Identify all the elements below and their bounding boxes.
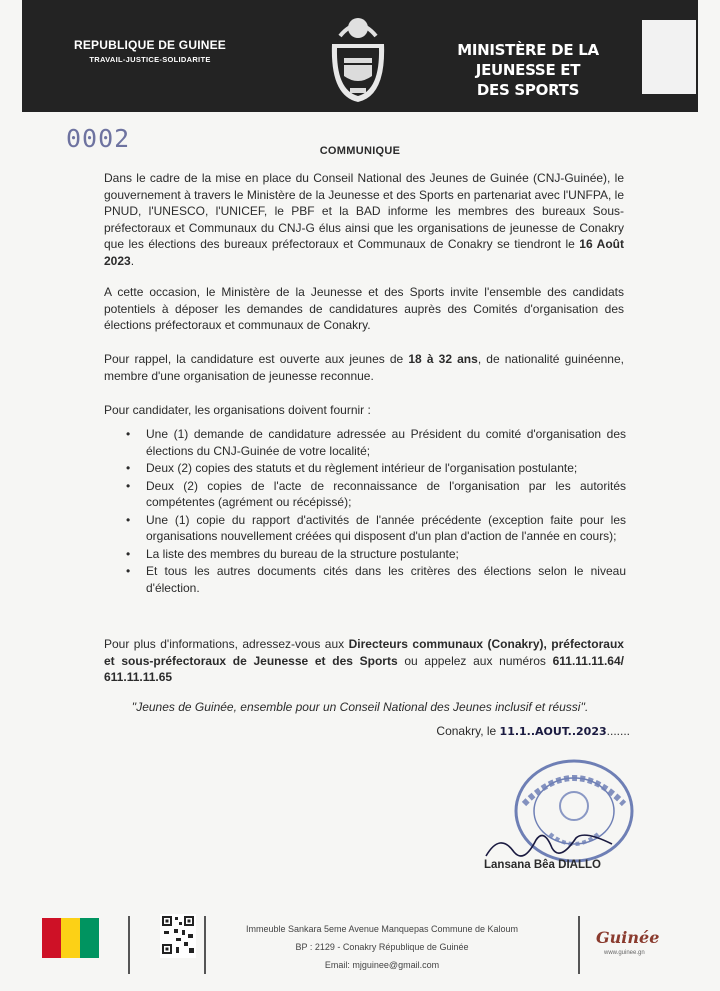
handwritten-date: 11.1..AOUT..2023 [499,725,607,738]
guinea-flag-icon [42,918,99,958]
paragraph-intro [104,170,624,269]
contact-text-a: Pour plus d'informations, adressez-vous aux [104,637,349,651]
coat-of-arms-icon [310,6,406,106]
republic-block [50,38,250,64]
guinee-logo: Guinée [596,928,660,947]
eligibility-text-a: Pour rappel, la candidature est ouverte aux jeunes de [104,352,409,366]
reference-number: 0002 [66,124,131,153]
list-item: • La liste des membres du bureau de la structure postulante; [104,546,626,563]
qr-code-icon[interactable] [160,914,196,958]
age-range: 18 à 32 ans [408,352,478,366]
requirements-list [104,426,626,597]
ministry-line-2: DES SPORTS [476,81,580,99]
contact-text-b: ou appelez aux numéros [397,653,553,668]
date-prefix: Conakry, le [436,724,500,738]
ministry-name [418,40,638,100]
list-item: • Deux (2) copies des statuts et du règlement intérieur de l'organisation postulante; [104,460,626,477]
intro-end: . [130,253,135,268]
footer-bp: BP : 2129 - Conakry République de Guinée [295,942,469,952]
paragraph-invitation: A cette occasion, le Ministère de la Jeunesse et des Sports invite l'ensemble des candidats potentiels à déposer les demandes de candidatures auprès des Comités d'organisation des élections préfectoraux et communaux de Conakry. [104,285,624,332]
letterhead-banner [22,0,698,112]
intro-text: Dans le cadre de la mise en place du Conseil National des Jeunes de Guinée (CNJ-Guinée), le gouvernement à travers le Ministère de la Jeunesse et des Sports en partenariat avec l'UNFPA, le PNUD, l'UNESCO, l'UNICEF, le PBF et la BAD informe les membres des bureaux Sous-préfectoraux et Communaux du CNJ-G élus ainsi que les organisations de jeunesse de Conakry que les élections des bureaux préfectoraux et Communaux de Conakry se tiendront le [104,171,624,251]
footer-street: Immeuble Sankara 5eme Avenue Manquepas Commune de Kaloum [246,924,518,934]
guinee-logo-url: www.guinee.gn [604,950,645,956]
list-item: • Une (1) copie du rapport d'activités de l'année précédente (exception faite pour les organisations nouvellement créées qui disposent d'un plan d'action de l'année en cours); [104,512,626,545]
list-item: • Une (1) demande de candidature adressée au Président du comité d'organisation des élections du CNJ-Guinée de votre localité; [104,426,626,459]
contact-phones: 611.11.11.64/ 611.11.11.65 [104,653,624,684]
election-date: 16 Août 2023 [104,237,624,268]
footer-divider [204,916,206,974]
paragraph-contact [104,636,624,686]
footer-divider [578,916,580,974]
slogan-quote: ''Jeunes de Guinée, ensemble pour un Conseil National des Jeunes inclusif et réussi''. [131,700,589,714]
footer-email: Email: mjguinee@gmail.com [324,960,440,970]
date-line [436,724,630,738]
footer-divider [128,916,130,974]
list-item: • Deux (2) copies de l'acte de reconnaissance de l'organisation par les autorités compétentes (agrément ou récépissé); [104,478,626,511]
photo-placeholder [642,20,696,94]
paragraph-eligibility [104,351,624,384]
eligibility-text-b: , de nationalité guinéenne, membre d'une organisation de jeunesse reconnue. [104,352,624,383]
signer-name: Lansana Bêa DIALLO [484,859,601,871]
footer-address [208,920,556,974]
list-item: • Et tous les autres documents cités dans les critères des élections selon le niveau d'élection. [104,563,626,596]
paragraph-requirements-intro: Pour candidater, les organisations doivent fournir : [104,403,371,417]
ministry-line-1: MINISTÈRE DE LA JEUNESSE ET [457,41,599,79]
national-motto: TRAVAIL-JUSTICE-SOLIDARITE [89,55,211,64]
republic-name: REPUBLIQUE DE GUINEE [73,38,227,52]
document-title: COMMUNIQUE [319,145,401,157]
date-dots: ....... [606,724,630,738]
contact-directors: Directeurs communaux (Conakry), préfectoraux et sous-préfectoraux de Jeunesse et des Sports [104,637,624,668]
